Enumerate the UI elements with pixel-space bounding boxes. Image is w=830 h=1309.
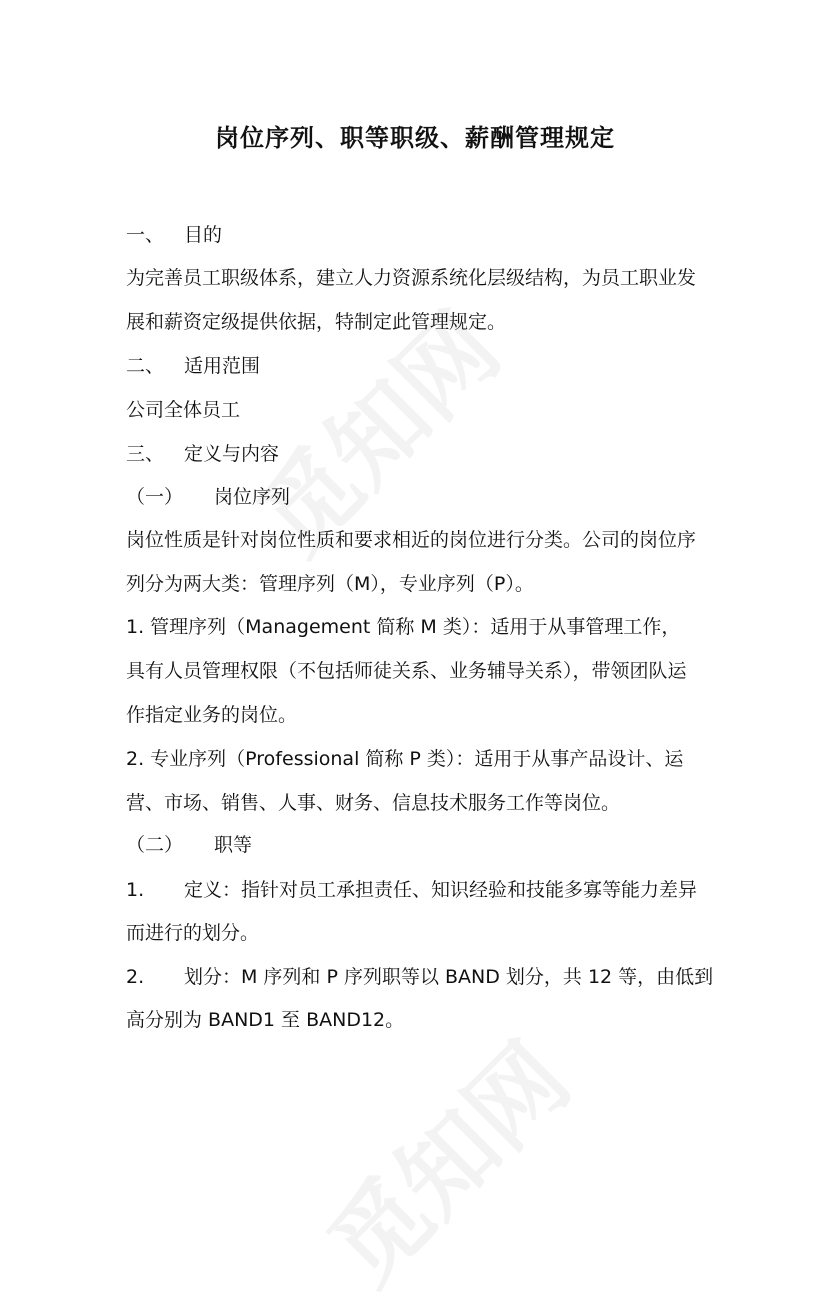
list-item-line: 2. 专业序列（Professional 简称 P 类）：适用于从事产品设计、运: [126, 748, 684, 770]
paragraph-line: 展和薪资定级提供依据，特制定此管理规定。: [126, 311, 507, 333]
list-item-line: 作指定业务的岗位。: [126, 704, 298, 726]
list-number: 1.: [126, 879, 145, 901]
subsection-title: 岗位序列: [214, 486, 291, 508]
section-number: 二、: [126, 355, 165, 377]
section-title: 适用范围: [184, 355, 261, 377]
list-item-line: 而进行的划分。: [126, 922, 260, 944]
list-item-line: 营、市场、销售、人事、财务、信息技术服务工作等岗位。: [126, 792, 621, 814]
list-item-line: 1. 管理序列（Management 简称 M 类）：适用于从事管理工作，: [126, 616, 681, 638]
subsection-heading: [126, 482, 726, 509]
list-item-line: 具有人员管理权限（不包括师徒关系、业务辅导关系），带领团队运: [126, 660, 687, 682]
paragraph-line: 公司全体员工: [126, 399, 241, 421]
page-title: 岗位序列、职等职级、薪酬管理规定: [215, 124, 615, 152]
list-item-line: 高分别为 BAND1 至 BAND12。: [126, 1009, 405, 1031]
list-item-line: [126, 962, 726, 989]
subsection-number: （一）: [126, 486, 184, 508]
section-title: 定义与内容: [184, 443, 280, 465]
list-number: 2.: [126, 966, 145, 988]
section-number: 一、: [126, 224, 165, 246]
watermark: [294, 1008, 595, 1309]
list-text: 定义：指针对员工承担责任、知识经验和技能多寡等能力差异: [184, 879, 698, 901]
section-heading: [126, 351, 726, 378]
list-text: 划分：M 序列和 P 序列职等以 BAND 划分，共 12 等，由低到: [184, 966, 714, 988]
section-number: 三、: [126, 443, 165, 465]
subsection-number: （二）: [126, 834, 184, 856]
paragraph-line: 岗位性质是针对岗位性质和要求相近的岗位进行分类。公司的岗位序: [126, 529, 697, 551]
subsection-title: 职等: [214, 834, 253, 856]
list-item-line: [126, 875, 726, 902]
subsection-heading: [126, 830, 726, 857]
paragraph-line: 列分为两大类：管理序列（M），专业序列（P）。: [126, 573, 534, 595]
paragraph-line: 为完善员工职级体系，建立人力资源系统化层级结构，为员工职业发: [126, 267, 697, 289]
section-heading: [126, 439, 726, 466]
section-title: 目的: [184, 224, 223, 246]
section-heading: [126, 220, 726, 247]
